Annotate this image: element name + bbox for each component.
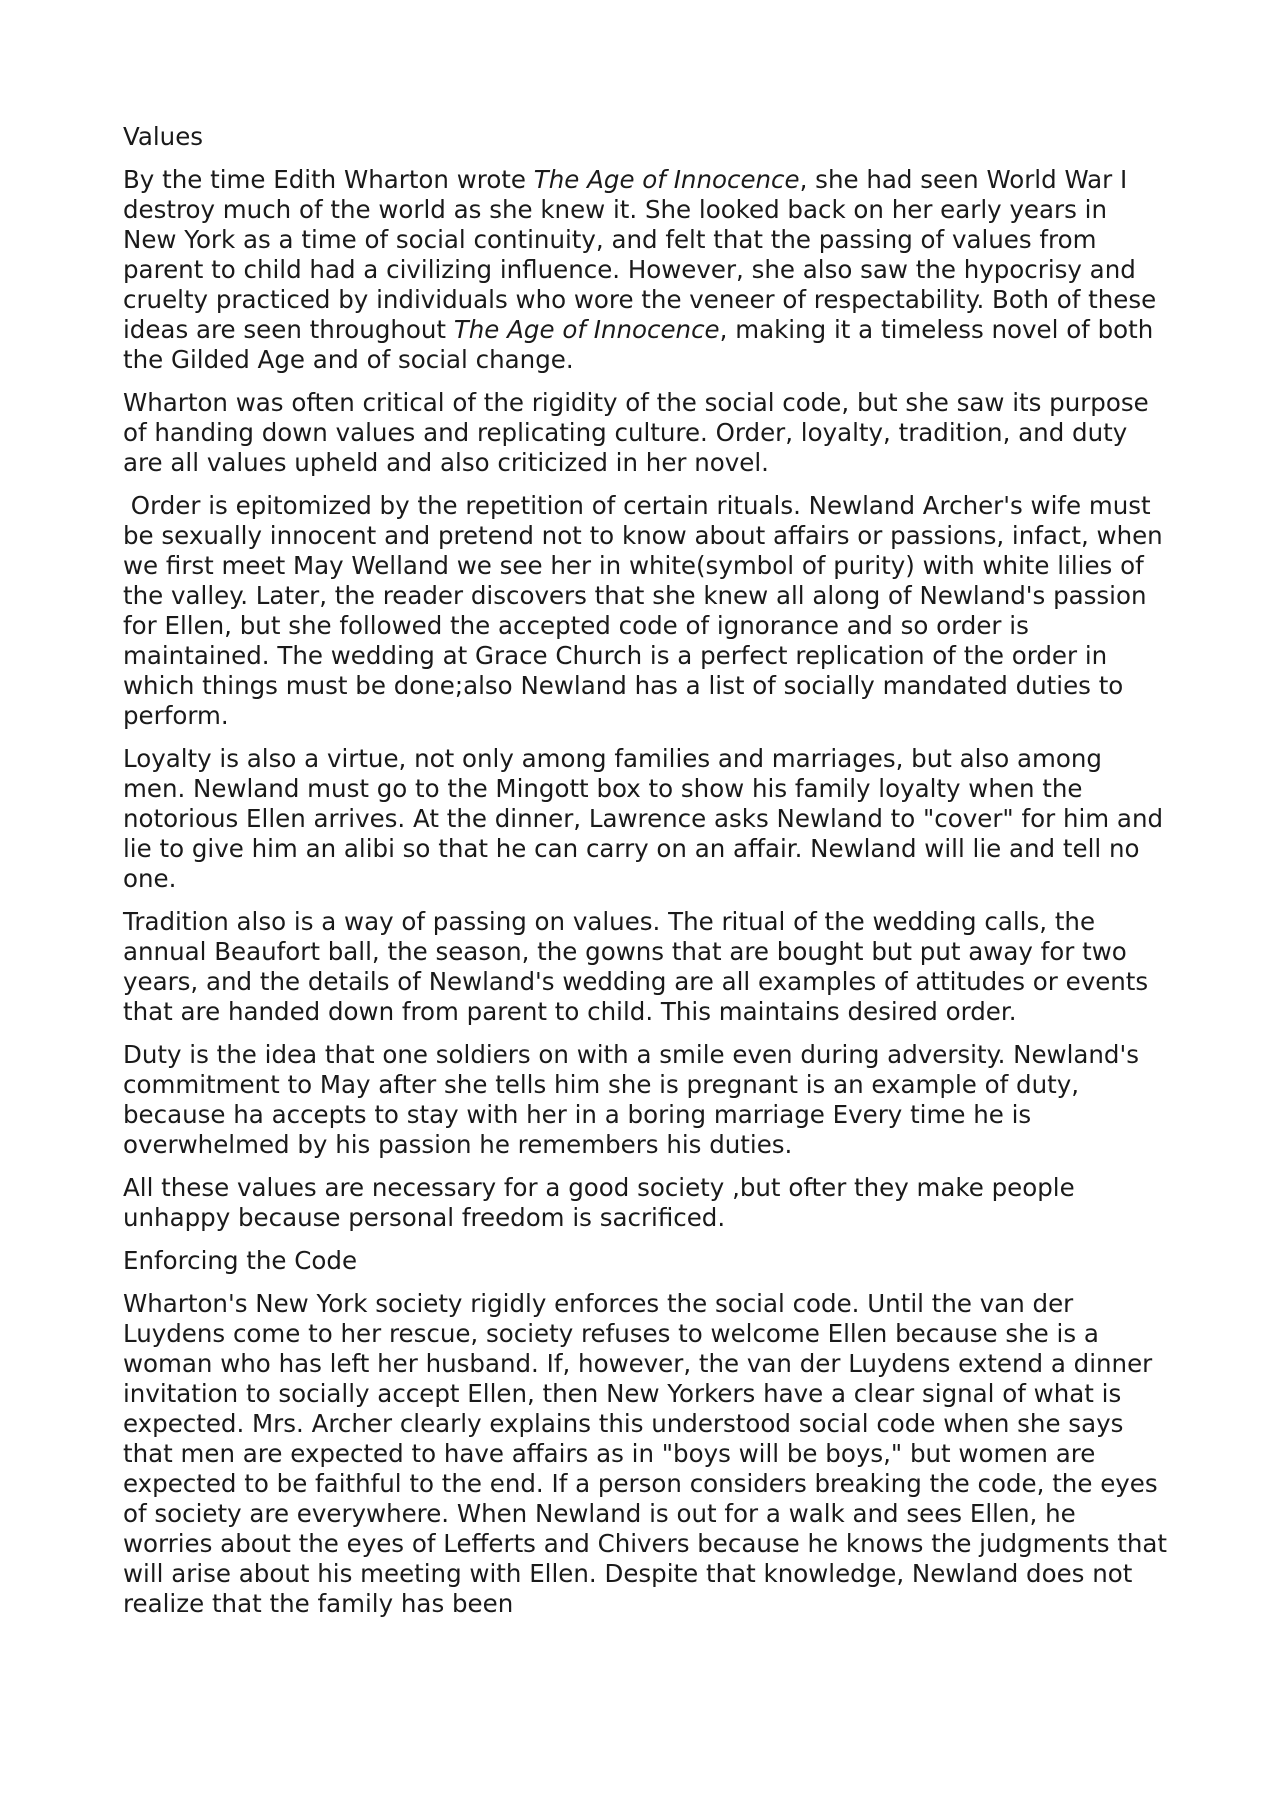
book-title-italic-2: The Age of Innocence bbox=[453, 315, 720, 344]
paragraph-duty: Duty is the idea that one soldiers on with a smile even during adversity. Newland's commitment to May after she tells him she is pregnant is an example of duty, because ha accepts to stay with her in a boring marriage Every time he is overwhelmed by his passion he remembers his duties. bbox=[123, 1040, 1139, 1159]
document-body bbox=[123, 122, 1171, 1619]
paragraph-intro-text-1: By the time Edith Wharton wrote bbox=[123, 165, 534, 194]
paragraph-rigidity: Wharton was often critical of the rigidity of the social code, but she saw its purpose of handing down values and replicating culture. Order, loyalty, tradition, and duty are all values upheld and also criticized in her novel. bbox=[123, 388, 1149, 477]
paragraph-intro bbox=[123, 165, 1168, 375]
paragraph-tradition: Tradition also is a way of passing on values. The ritual of the wedding calls, the annual Beaufort ball, the season, the gowns that are bought but put away for two years, and the details of Newland's wedding are all examples of attitudes or events that are handed down from parent to child. This maintains desired order. bbox=[123, 907, 1149, 1026]
paragraph-values-summary: All these values are necessary for a good society ,but ofter they make people unhappy because personal freedom is sacrificed. bbox=[123, 1173, 1075, 1232]
paragraph-enforcing: Wharton's New York society rigidly enforces the social code. Until the van der Luydens come to her rescue, society refuses to welcome Ellen because she is a woman who has left her husband. If, however, the van der Luydens extend a dinner invitation to socially accept Ellen, then New Yorkers have a clear signal of what is expected. Mrs. Archer clearly explains this understood social code when she says that men are expected to have affairs as in "boys will be boys," but women are expected to be faithful to the end. If a person considers breaking the code, the eyes of society are everywhere. When Newland is out for a walk and sees Ellen, he worries about the eyes of Lefferts and Chivers because he knows the judgments that will arise about his meeting with Ellen. Despite that knowledge, Newland does not realize that the family has been bbox=[123, 1289, 1168, 1618]
section-heading-enforcing: Enforcing the Code bbox=[123, 1246, 358, 1275]
paragraph-intro-text-2: , she had seen World War I destroy much of the world as she knew it. She looked back on her early years in New York as a time of social continuity, and felt that the passing of values from parent to child had a civilizing influence. However, she also saw the hypocrisy and cruelty practiced by individuals who wore the veneer of respectability. Both of these ideas are seen throughout bbox=[123, 165, 1157, 344]
paragraph-order: Order is epitomized by the repetition of certain rituals. Newland Archer's wife must be sexually innocent and pretend not to know about affairs or passions, infact, when we first meet May Welland we see her in white(symbol of purity) with white lilies of the valley. Later, the reader discovers that she knew all along of Newland's passion for Ellen, but she followed the accepted code of ignorance and so order is maintained. The wedding at Grace Church is a perfect replication of the order in which things must be done;also Newland has a list of socially mandated duties to perform. bbox=[123, 491, 1171, 730]
paragraph-intro-text-3: , making it a timeless novel of both the Gilded Age and of social change. bbox=[123, 315, 1154, 374]
book-title-italic-1: The Age of Innocence bbox=[533, 165, 800, 194]
section-heading-values: Values bbox=[123, 122, 204, 151]
paragraph-loyalty: Loyalty is also a virtue, not only among families and marriages, but also among men. Newland must go to the Mingott box to show his family loyalty when the notorious Ellen arrives. At the dinner, Lawrence asks Newland to "cover" for him and lie to give him an alibi so that he can carry on an affair. Newland will lie and tell no one. bbox=[123, 744, 1164, 893]
